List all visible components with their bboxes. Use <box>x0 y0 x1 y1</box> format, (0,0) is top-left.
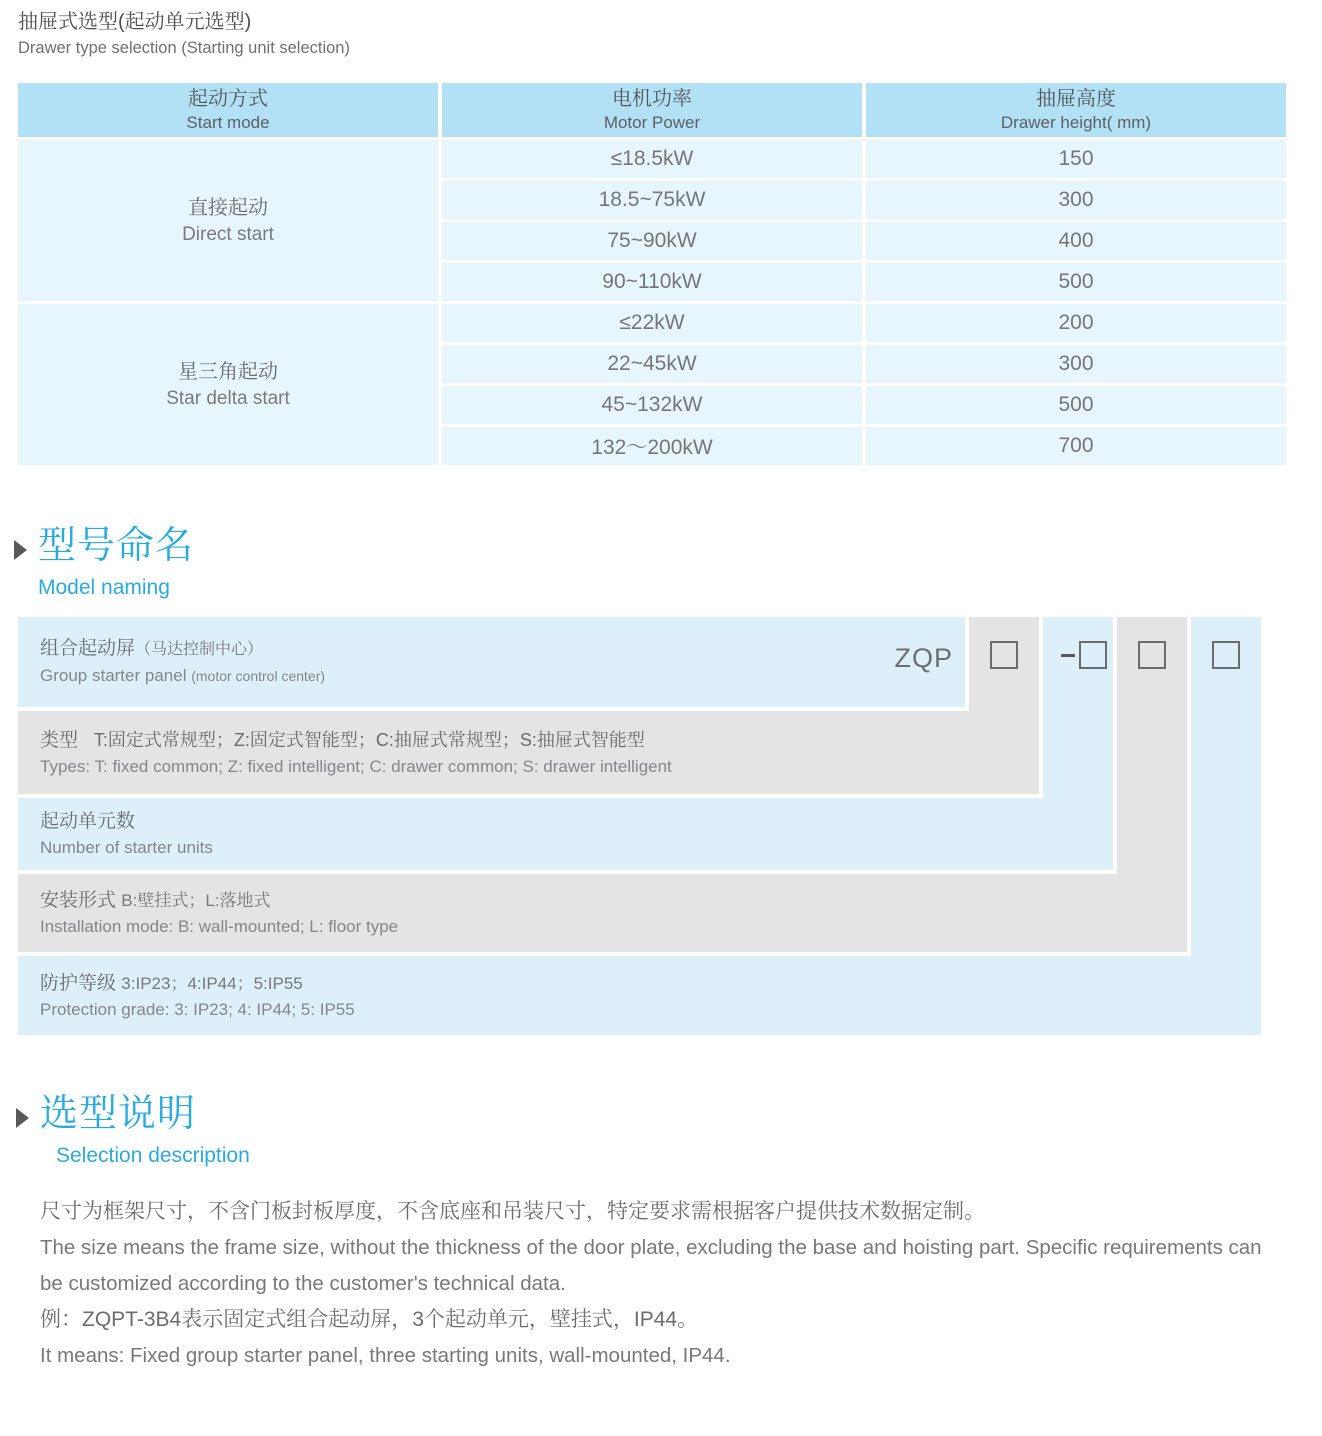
diagram-row-en: Protection grade: 3: IP23; 4: IP44; 5: IP55 <box>40 999 355 1019</box>
diagram-row-group-starter-panel <box>18 617 965 707</box>
diagram-row-en: Number of starter units <box>40 838 213 857</box>
code-placeholder-box <box>1079 641 1107 669</box>
drawer-height-cell: 150 <box>866 140 1286 178</box>
model-naming-diagram <box>18 617 1279 1035</box>
description-line: 尺寸为框架尺寸，不含门板封板厚度，不含底座和吊装尺寸，特定要求需根据客户提供技术数据定制。 <box>40 1200 985 1223</box>
triangle-marker-icon <box>16 1108 29 1128</box>
section-header-selection-description <box>16 1092 250 1169</box>
motor-power-cell: 75~90kW <box>442 222 862 260</box>
diagram-column-installation-code <box>1117 617 1187 874</box>
document-title-en: Drawer type selection (Starting unit selection) <box>18 39 350 57</box>
motor-power-cell: 18.5~75kW <box>442 181 862 219</box>
code-placeholder-box <box>1212 641 1240 669</box>
section-header-text <box>38 524 194 601</box>
diagram-row-cn: 组合起动屏（马达控制中心） <box>40 638 264 659</box>
column-header-drawer-height <box>866 83 1286 137</box>
triangle-marker-icon <box>14 540 27 560</box>
diagram-row-cn: 防护等级 3:IP23；4:IP44；5:IP55 <box>40 972 303 994</box>
section-header-text <box>40 1092 250 1169</box>
diagram-row-number-of-starter-units <box>18 798 1113 870</box>
diagram-row-en: Installation mode: B: wall-mounted; L: floor type <box>40 917 399 936</box>
document-title-cn: 抽屉式选型(起动单元选型) <box>18 11 252 33</box>
section-header-model-naming <box>14 524 194 601</box>
mode-label-en: Star delta start <box>166 387 290 409</box>
document-title <box>18 8 350 60</box>
model-code-prefix: ZQP <box>894 643 953 673</box>
drawer-height-cell: 200 <box>866 304 1286 342</box>
description-line: It means: Fixed group starter panel, three starting units, wall-mounted, IP44. <box>40 1344 731 1367</box>
section-title-en: Model naming <box>38 576 170 599</box>
motor-power-cell: 45~132kW <box>442 386 862 424</box>
section-title-en: Selection description <box>56 1144 250 1167</box>
column-header-en: Motor Power <box>603 113 701 132</box>
column-header-motor-power <box>442 83 862 137</box>
drawer-height-cell: 500 <box>866 263 1286 301</box>
diagram-row-en: Types: T: fixed common; Z: fixed intelligent; C: drawer common; S: drawer intelligent <box>40 756 672 776</box>
column-header-start-mode <box>18 83 438 137</box>
motor-power-cell: ≤18.5kW <box>442 140 862 178</box>
drawer-height-cell: 300 <box>866 181 1286 219</box>
column-header-cn: 电机功率 <box>612 88 692 110</box>
diagram-row-en: Group starter panel (motor control center) <box>40 666 326 685</box>
drawer-height-cell: 400 <box>866 222 1286 260</box>
description-line: The size means the frame size, without the thickness of the door plate, excluding the base and hoisting part. Specific requirements can be customized according to the customer's technical data. <box>40 1236 1262 1295</box>
column-header-en: Start mode <box>186 113 270 132</box>
column-header-en: Drawer height( mm) <box>1000 113 1152 132</box>
mode-label-cn: 直接起动 <box>188 196 268 219</box>
start-mode-cell-star-delta-start <box>18 304 438 465</box>
drawer-height-cell: 300 <box>866 345 1286 383</box>
code-placeholder-box <box>990 641 1018 669</box>
motor-power-cell: 132～200kW <box>442 427 862 465</box>
drawer-selection-table <box>18 83 1286 465</box>
column-header-cn: 起动方式 <box>188 88 268 110</box>
motor-power-cell: 90~110kW <box>442 263 862 301</box>
motor-power-cell: ≤22kW <box>442 304 862 342</box>
code-dash <box>1061 654 1075 657</box>
mode-label-en: Direct start <box>182 223 274 245</box>
start-mode-cell-direct-start <box>18 140 438 301</box>
drawer-height-cell: 500 <box>866 386 1286 424</box>
column-header-cn: 抽屉高度 <box>1036 88 1116 110</box>
motor-power-cell: 22~45kW <box>442 345 862 383</box>
diagram-column-protection-code <box>1191 617 1261 956</box>
selection-description-text <box>40 1194 1286 1374</box>
drawer-height-cell: 700 <box>866 427 1286 465</box>
section-title-cn: 型号命名 <box>38 525 195 567</box>
diagram-row-cn: 起动单元数 <box>40 811 136 832</box>
diagram-row-installation-mode <box>18 874 1187 952</box>
diagram-row-types <box>18 711 1039 794</box>
section-title-cn: 选型说明 <box>40 1093 197 1135</box>
description-line: 例：ZQPT-3B4表示固定式组合起动屏，3个起动单元，壁挂式，IP44。 <box>40 1308 699 1331</box>
diagram-row-cn: 类型 T:固定式常规型；Z:固定式智能型；C:抽屉式常规型；S:抽屉式智能型 <box>40 729 645 751</box>
mode-label-cn: 星三角起动 <box>178 360 278 383</box>
diagram-column-type-code <box>969 617 1039 711</box>
diagram-column-unit-count-code <box>1043 617 1113 798</box>
diagram-row-cn: 安装形式 B:壁挂式；L:落地式 <box>40 890 271 911</box>
code-placeholder-box <box>1138 641 1166 669</box>
diagram-row-protection-grade <box>18 956 1261 1035</box>
